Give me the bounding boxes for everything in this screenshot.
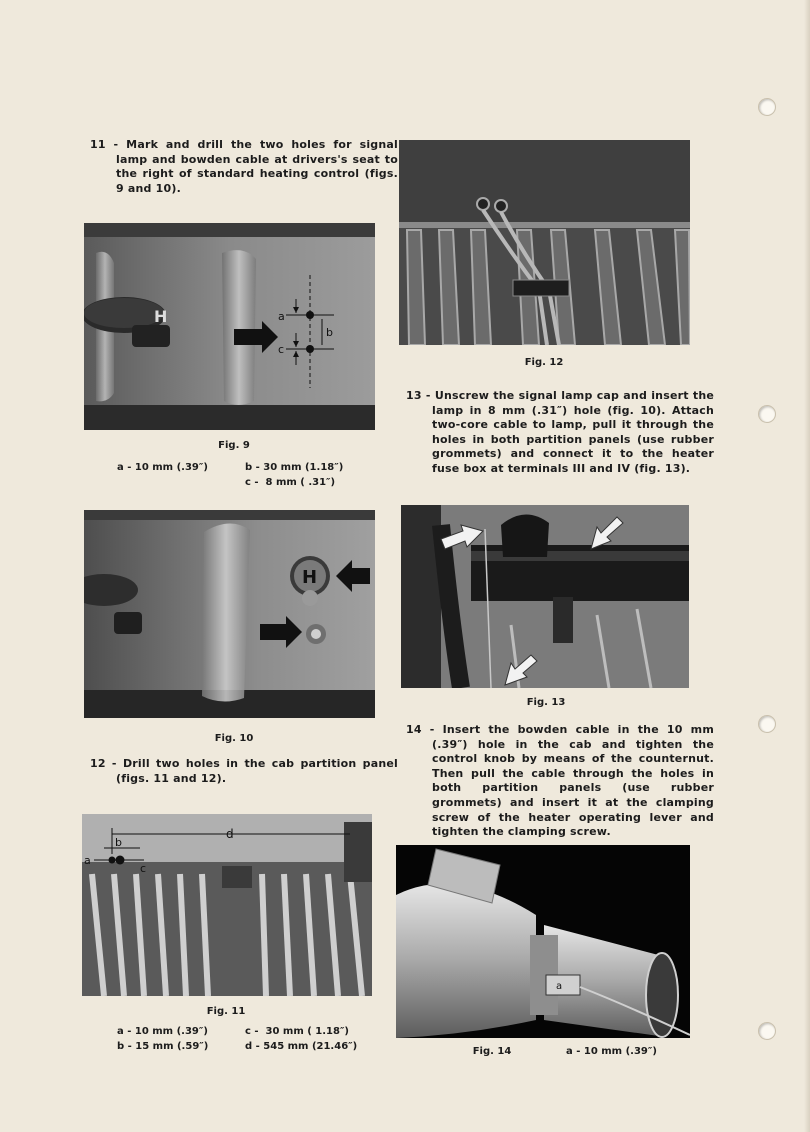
step-text: Drill two holes in the cab partition panel (figs. 11 and 12).	[116, 757, 398, 785]
step-text: Unscrew the signal lamp cap and insert the lamp in 8 mm (.31″) hole (fig. 10). Attach two-core cable to lamp, pull it through the holes in both partition panels (use rubber grommets) and connect it to the heater fuse box at terminals III and IV (fig. 13).	[432, 389, 715, 475]
step-13	[406, 389, 714, 477]
step-11	[90, 138, 398, 196]
fig14-spec-a: a - 10 mm (.39″)	[566, 1046, 657, 1057]
fig13-caption: Fig. 13	[526, 697, 566, 708]
fig9-spec-c: c - 8 mm ( .31″)	[245, 477, 336, 488]
fig11-spec-d: d - 545 mm (21.46″)	[245, 1041, 358, 1052]
fig10-photo	[84, 510, 375, 718]
knob-label: H	[302, 567, 318, 588]
binder-hole	[758, 98, 776, 116]
fig13-photo	[401, 505, 689, 688]
fig11-spec-a: a - 10 mm (.39″)	[117, 1026, 208, 1037]
fig14-photo	[396, 845, 690, 1038]
fig11-caption: Fig. 11	[206, 1006, 246, 1017]
fig11-photo	[82, 814, 372, 996]
step-12	[90, 757, 398, 786]
dim-label-b: b	[115, 836, 122, 849]
fig9-photo	[84, 223, 375, 430]
fig10-caption: Fig. 10	[214, 733, 254, 744]
dim-label-c: c	[140, 862, 147, 875]
dim-label-b: b	[326, 326, 333, 339]
fig11-spec-b: b - 15 mm (.59″)	[117, 1041, 209, 1052]
binder-hole	[758, 715, 776, 733]
dim-label-a: a	[278, 310, 285, 323]
step-number: 12 -	[90, 757, 117, 770]
page-edge	[804, 0, 810, 1132]
fig14-caption: Fig. 14	[472, 1046, 512, 1057]
binder-hole	[758, 405, 776, 423]
dim-label-c: c	[278, 343, 285, 356]
fig9-spec-b: b - 30 mm (1.18″)	[245, 462, 344, 473]
fig12-caption: Fig. 12	[524, 357, 564, 368]
knob-label: H	[154, 307, 168, 326]
step-text: Mark and drill the two holes for signal lamp and bowden cable at drivers's seat to the right of standard heating control (figs. 9 and 10).	[116, 138, 398, 195]
step-number: 14 -	[406, 723, 435, 736]
fig12-photo	[399, 140, 690, 345]
step-14	[406, 723, 714, 840]
step-number: 11 -	[90, 138, 119, 151]
dim-label-d: d	[226, 827, 234, 841]
dim-label-a: a	[84, 854, 91, 867]
step-text: Insert the bowden cable in the 10 mm (.39″) hole in the cab and tighten the control knob by means of the counternut. Then pull the cable through the holes in both partition panels (use rubber grommets) and insert it at the clamping screw of the heater operating lever and tighten the clamping screw.	[432, 723, 714, 839]
fig11-spec-c: c - 30 mm ( 1.18″)	[245, 1026, 350, 1037]
step-number: 13 -	[406, 389, 431, 402]
dim-label-a: a	[556, 981, 563, 992]
binder-hole	[758, 1022, 776, 1040]
fig9-caption: Fig. 9	[218, 440, 250, 451]
fig9-spec-a: a - 10 mm (.39″)	[117, 462, 208, 473]
